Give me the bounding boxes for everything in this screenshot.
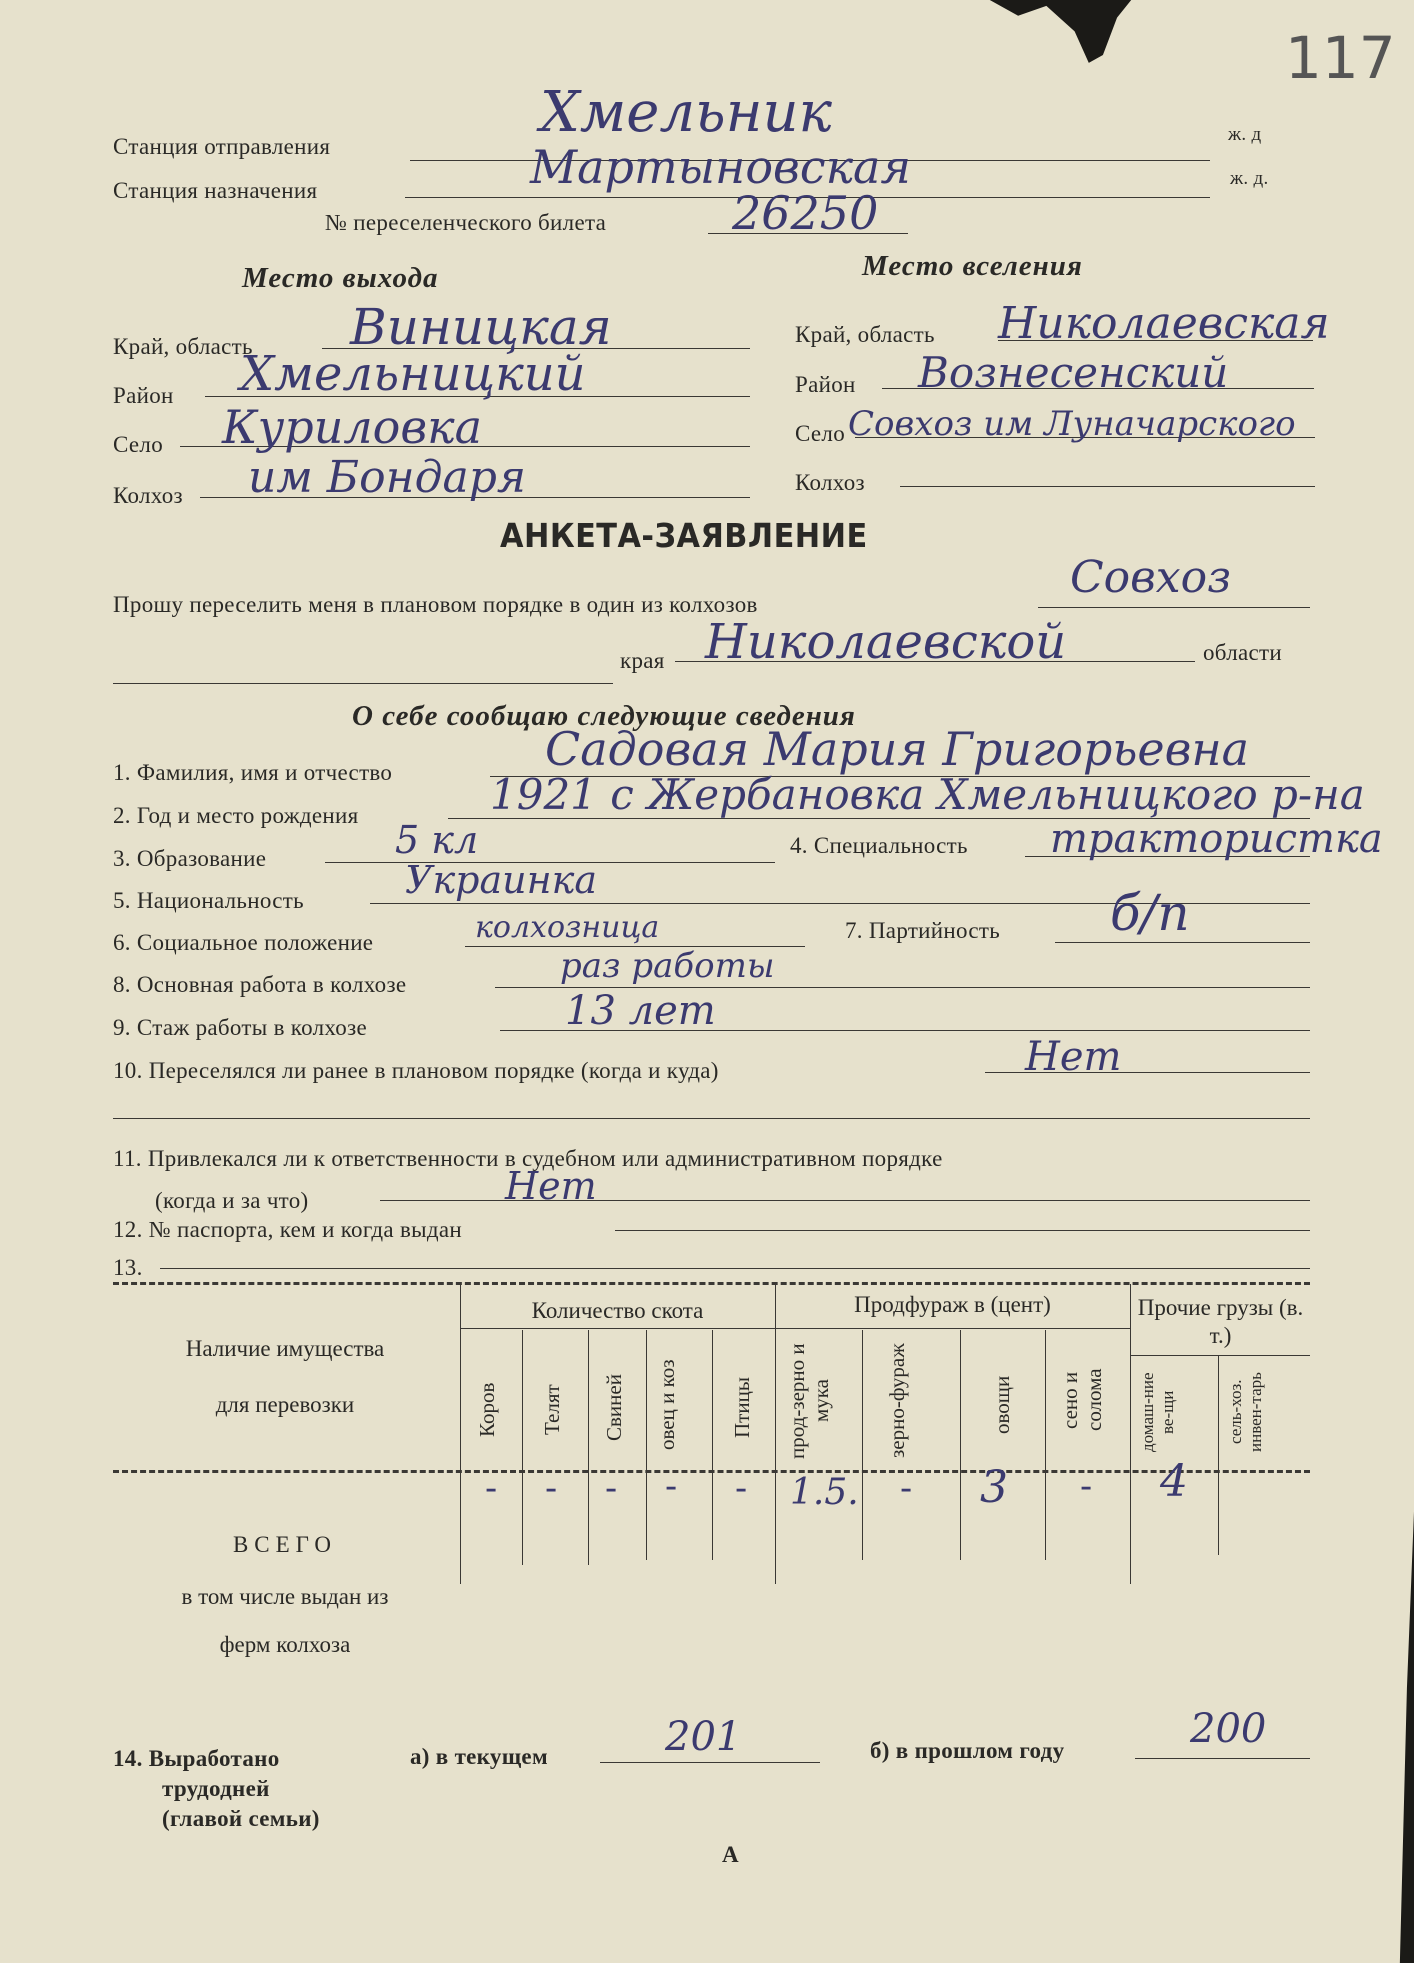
- col-sheep-goats: овец и коз: [655, 1359, 679, 1451]
- f1-label: 1. Фамилия, имя и отчество: [113, 760, 393, 785]
- workdays-label-2: трудодней: [162, 1776, 270, 1801]
- form-title: АНКЕТА-ЗАЯВЛЕНИЕ: [500, 516, 868, 555]
- corner-number: 117: [1285, 24, 1396, 92]
- ticket-value: 26250: [732, 186, 879, 240]
- row-issued: в том числе выдан из: [181, 1584, 389, 1609]
- settle-place-heading: Место вселения: [862, 250, 1083, 282]
- val-calves: -: [545, 1468, 558, 1509]
- property-header-2: для перевозки: [215, 1392, 355, 1417]
- val-household: 4: [1160, 1456, 1188, 1507]
- col-hay-straw: сено и солома: [1058, 1368, 1106, 1432]
- departure-station-value: Хмельник: [540, 80, 832, 145]
- val-pigs: -: [605, 1468, 618, 1509]
- info-heading: О себе сообщаю следующие сведения: [352, 700, 856, 732]
- f7-value: б/п: [1110, 884, 1190, 942]
- f9-label: 9. Стаж работы в колхозе: [113, 1015, 367, 1040]
- request-value: Совхоз: [1070, 552, 1232, 603]
- f10-label: 10. Переселялся ли ранее в плановом порядке (когда и куда): [113, 1058, 719, 1083]
- exit-village-value: Куриловка: [222, 400, 483, 454]
- workdays-label-3: (главой семьи): [162, 1806, 320, 1831]
- destination-station-label: Станция назначения: [113, 178, 318, 203]
- settle-kolkhoz-label: Колхоз: [795, 470, 865, 495]
- workdays-last-label: б) в прошлом году: [870, 1738, 1065, 1763]
- f2-value: 1921 с Жербановка Хмельницкого р-на: [490, 770, 1365, 819]
- f12-label: 12. № паспорта, кем и когда выдан: [113, 1217, 463, 1242]
- workdays-last-value: 200: [1190, 1706, 1267, 1752]
- f10-value: Нет: [1025, 1034, 1122, 1080]
- f11-label-cont: (когда и за что): [155, 1188, 309, 1213]
- f6-label: 6. Социальное положение: [113, 930, 374, 955]
- departure-station-suffix: ж. д: [1228, 124, 1262, 145]
- col-grain-feed: зерно-фураж: [885, 1343, 909, 1459]
- exit-district-value: Хмельницкий: [240, 346, 586, 402]
- col-cows: Коров: [475, 1382, 499, 1438]
- col-farm-tools: сель-хоз. инвен-тарь: [1226, 1372, 1265, 1452]
- f6-value: колхозница: [475, 910, 660, 945]
- kraya-value: Николаевской: [705, 614, 1067, 670]
- footer-letter: А: [722, 1842, 739, 1867]
- row-farms: ферм колхоза: [219, 1632, 351, 1657]
- f1-value: Садовая Мария Григорьевна: [545, 722, 1250, 776]
- val-vegetables: 3: [980, 1462, 1008, 1513]
- f4-value: трактористка: [1050, 816, 1383, 862]
- val-grain-flour: 1.5.: [790, 1472, 859, 1513]
- f4-label: 4. Специальность: [790, 833, 968, 858]
- exit-region-value: Виницкая: [350, 298, 612, 356]
- f7-label: 7. Партийность: [845, 918, 1001, 943]
- f8-value: раз работы: [560, 946, 775, 986]
- workdays-label-1: 14. Выработано: [113, 1746, 280, 1771]
- col-household: домаш-ние ве-щи: [1138, 1372, 1177, 1452]
- col-poultry: Птицы: [730, 1377, 754, 1438]
- departure-station-label: Станция отправления: [113, 134, 331, 159]
- exit-district-label: Район: [113, 383, 174, 408]
- settle-region-label: Край, область: [795, 322, 935, 347]
- workdays-current-label: а) в текущем: [410, 1744, 548, 1769]
- kraya-label: края: [620, 648, 665, 673]
- exit-kolkhoz-value: им Бондаря: [248, 452, 527, 503]
- val-sheep: -: [665, 1466, 678, 1507]
- f2-label: 2. Год и место рождения: [113, 803, 359, 828]
- exit-kolkhoz-label: Колхоз: [113, 483, 183, 508]
- f11-label: 11. Привлекался ли к ответственности в судебном или административном порядке: [113, 1146, 943, 1171]
- settle-district-label: Район: [795, 372, 856, 397]
- oblasti-label: области: [1203, 640, 1282, 665]
- f3-label: 3. Образование: [113, 846, 267, 871]
- property-header-1: Наличие имущества: [185, 1336, 385, 1361]
- f13-label: 13.: [113, 1255, 143, 1280]
- livestock-header: Количество скота: [531, 1298, 704, 1323]
- f5-label: 5. Национальность: [113, 888, 304, 913]
- feed-header: Продфураж в (цент): [854, 1292, 1051, 1317]
- request-text: Прошу переселить меня в плановом порядке в один из колхозов: [113, 592, 758, 617]
- val-hay-straw: -: [1080, 1466, 1093, 1507]
- settle-village-label: Село: [795, 421, 846, 446]
- row-total: ВСЕГО: [232, 1532, 338, 1557]
- val-cows: -: [485, 1468, 498, 1509]
- exit-place-heading: Место выхода: [242, 262, 439, 294]
- f3-value: 5 кл: [395, 818, 479, 862]
- f9-value: 13 лет: [565, 988, 716, 1034]
- col-calves: Телят: [540, 1384, 564, 1436]
- f5-value: Украинка: [405, 858, 597, 902]
- settle-region-value: Николаевская: [998, 298, 1330, 349]
- f8-label: 8. Основная работа в колхозе: [113, 972, 407, 997]
- col-grain-flour: прод-зерно и мука: [785, 1343, 833, 1459]
- f11-value: Нет: [505, 1164, 597, 1208]
- val-poultry: -: [735, 1468, 748, 1509]
- cargo-header: Прочие грузы (в. т.): [1137, 1295, 1304, 1348]
- col-vegetables: овощи: [990, 1375, 1014, 1435]
- exit-region-label: Край, область: [113, 334, 253, 359]
- settle-village-value: Совхоз им Луначарского: [848, 404, 1296, 444]
- ticket-label: № переселенческого билета: [325, 210, 607, 235]
- val-grain-feed: -: [900, 1468, 913, 1509]
- settle-district-value: Вознесенский: [918, 348, 1229, 397]
- workdays-current-value: 201: [665, 1714, 742, 1760]
- destination-station-suffix: ж. д.: [1230, 168, 1269, 189]
- col-pigs: Свиней: [602, 1374, 626, 1442]
- destination-station-value: Мартыновская: [530, 140, 911, 194]
- exit-village-label: Село: [113, 432, 164, 457]
